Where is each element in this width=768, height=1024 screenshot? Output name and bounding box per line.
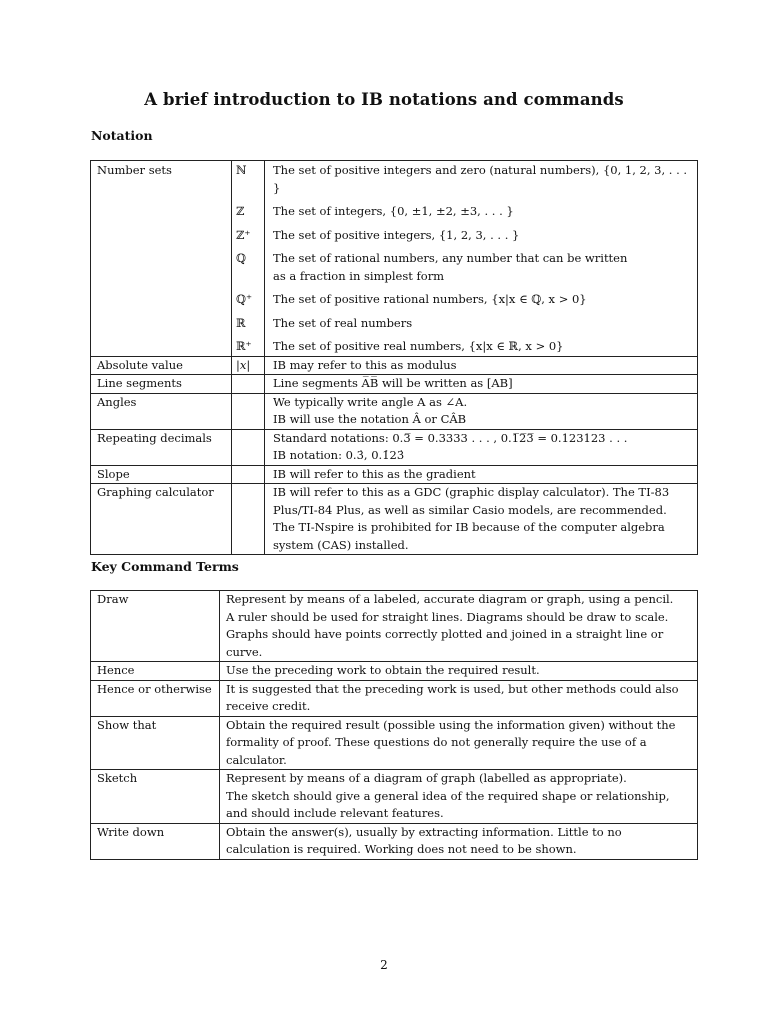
table-row [91,662,698,681]
definition-line: Represent by means of a labeled, accurate diagram or graph, using a pencil. [226,592,674,606]
description-line: IB will refer to this as the gradient [273,466,476,481]
definition-line: and should include relevant features. [226,806,444,820]
notation-symbol [232,465,265,484]
row-label: Angles [91,393,232,429]
row-description [265,429,698,465]
row-description [265,338,698,356]
command-term: Draw [91,591,220,662]
row-description [265,484,698,555]
command-term: Sketch [91,770,220,824]
row-description [265,465,698,484]
row-description [265,227,698,251]
row-description [265,250,698,291]
description-line: We typically write angle A as ∠A. [273,394,468,409]
table-row [91,375,698,394]
table-row [91,770,698,824]
row-label: Graphing calculator [91,484,232,555]
description-line: IB will refer to this as a GDC (graphic display calculator). The TI-83 [273,485,670,499]
table-row [91,591,698,662]
row-label: Number sets [91,161,232,357]
page-number: 2 [380,958,388,972]
notation-symbol: |x| [232,356,265,375]
definition-line: curve. [226,644,263,659]
description-line: system (CAS) installed. [273,537,409,552]
description-line: The set of integers, {0, ±1, ±2, ±3, . . . } [273,204,514,218]
row-description [265,356,698,375]
row-label: Line segments [91,375,232,394]
command-terms-heading: Key Command Terms [91,559,239,574]
row-description [265,375,698,394]
definition-line: The sketch should give a general idea of the required shape or relationship, [226,788,670,803]
description-line: The set of positive integers and zero (natural numbers), {0, 1, 2, 3, . . . } [273,163,688,195]
command-term: Hence or otherwise [91,680,220,716]
table-row [91,393,698,429]
description-line: The set of positive rational numbers, {x|x ∈ ℚ, x > 0} [273,292,587,306]
description-line: The set of positive integers, {1, 2, 3, . . . } [273,227,520,242]
page-title: A brief introduction to IB notations and commands [144,90,624,109]
row-description [265,203,698,227]
definition-line: calculation is required. Working does not need to be shown. [226,842,577,856]
description-line: IB will use the notation Â or CÂB [273,412,467,426]
command-definition [220,716,698,770]
row-label: Absolute value [91,356,232,375]
definition-line: calculator. [226,752,287,767]
definition-line: Represent by means of a diagram of graph (labelled as appropriate). [226,771,627,785]
description-line: The set of real numbers [273,315,413,330]
row-description [265,315,698,339]
definition-line: receive credit. [226,699,311,713]
command-definition [220,662,698,681]
table-row [91,429,698,465]
notation-symbol [232,429,265,465]
set-symbol: ℤ [232,203,265,227]
definition-line: It is suggested that the preceding work is used, but other methods could also [226,681,679,696]
set-symbol: ℝ [232,315,265,339]
table-row [91,680,698,716]
row-description [265,291,698,315]
description-line: as a fraction in simplest form [273,268,445,283]
notation-table-body [91,161,698,555]
row-description [265,393,698,429]
row-description [265,161,698,204]
notation-symbol [232,484,265,555]
description-line: Standard notations: 0.3̅ = 0.3333 . . . , 0.1̅2̅3̅ = 0.123123 . . . [273,430,628,445]
definition-line: Obtain the answer(s), usually by extracting information. Little to no [226,824,622,839]
command-definition [220,823,698,859]
description-line: The set of rational numbers, any number that can be written [273,251,628,265]
definition-line: Use the preceding work to obtain the required result. [226,663,540,677]
notation-symbol [232,375,265,394]
definition-line: Obtain the required result (possible using the information given) without the [226,717,676,732]
set-symbol: ℝ⁺ [232,338,265,356]
description-line: IB notation: 0.3̇, 0.1̇23̇ [273,448,405,462]
description-line: Plus/TI-84 Plus, as well as similar Casio models, are recommended. [273,502,667,517]
definition-line: A ruler should be used for straight lines. Diagrams should be draw to scale. [226,609,669,624]
notation-symbol [232,393,265,429]
command-term: Show that [91,716,220,770]
definition-line: Graphs should have points correctly plotted and joined in a straight line or [226,627,664,641]
set-symbol: ℚ⁺ [232,291,265,315]
notation-heading: Notation [91,128,153,143]
table-row [91,161,698,204]
command-term: Write down [91,823,220,859]
description-line: The set of positive real numbers, {x|x ∈ ℝ, x > 0} [273,339,564,353]
definition-line: formality of proof. These questions do not generally require the use of a [226,735,647,749]
table-row [91,484,698,555]
table-row [91,823,698,859]
set-symbol: ℕ [232,161,265,204]
table-row [91,356,698,375]
table-row [91,716,698,770]
table-row [91,465,698,484]
description-line: The TI-Nspire is prohibited for IB because of the computer algebra [273,520,665,534]
description-line: Line segments A̅B̅ will be written as [AB] [273,376,513,390]
notation-table [90,160,698,555]
command-term: Hence [91,662,220,681]
command-terms-table [90,590,698,860]
command-definition [220,770,698,824]
command-definition [220,680,698,716]
command-definition [220,591,698,662]
set-symbol: ℚ [232,250,265,291]
row-label: Slope [91,465,232,484]
row-label: Repeating decimals [91,429,232,465]
description-line: IB may refer to this as modulus [273,357,457,372]
set-symbol: ℤ⁺ [232,227,265,251]
